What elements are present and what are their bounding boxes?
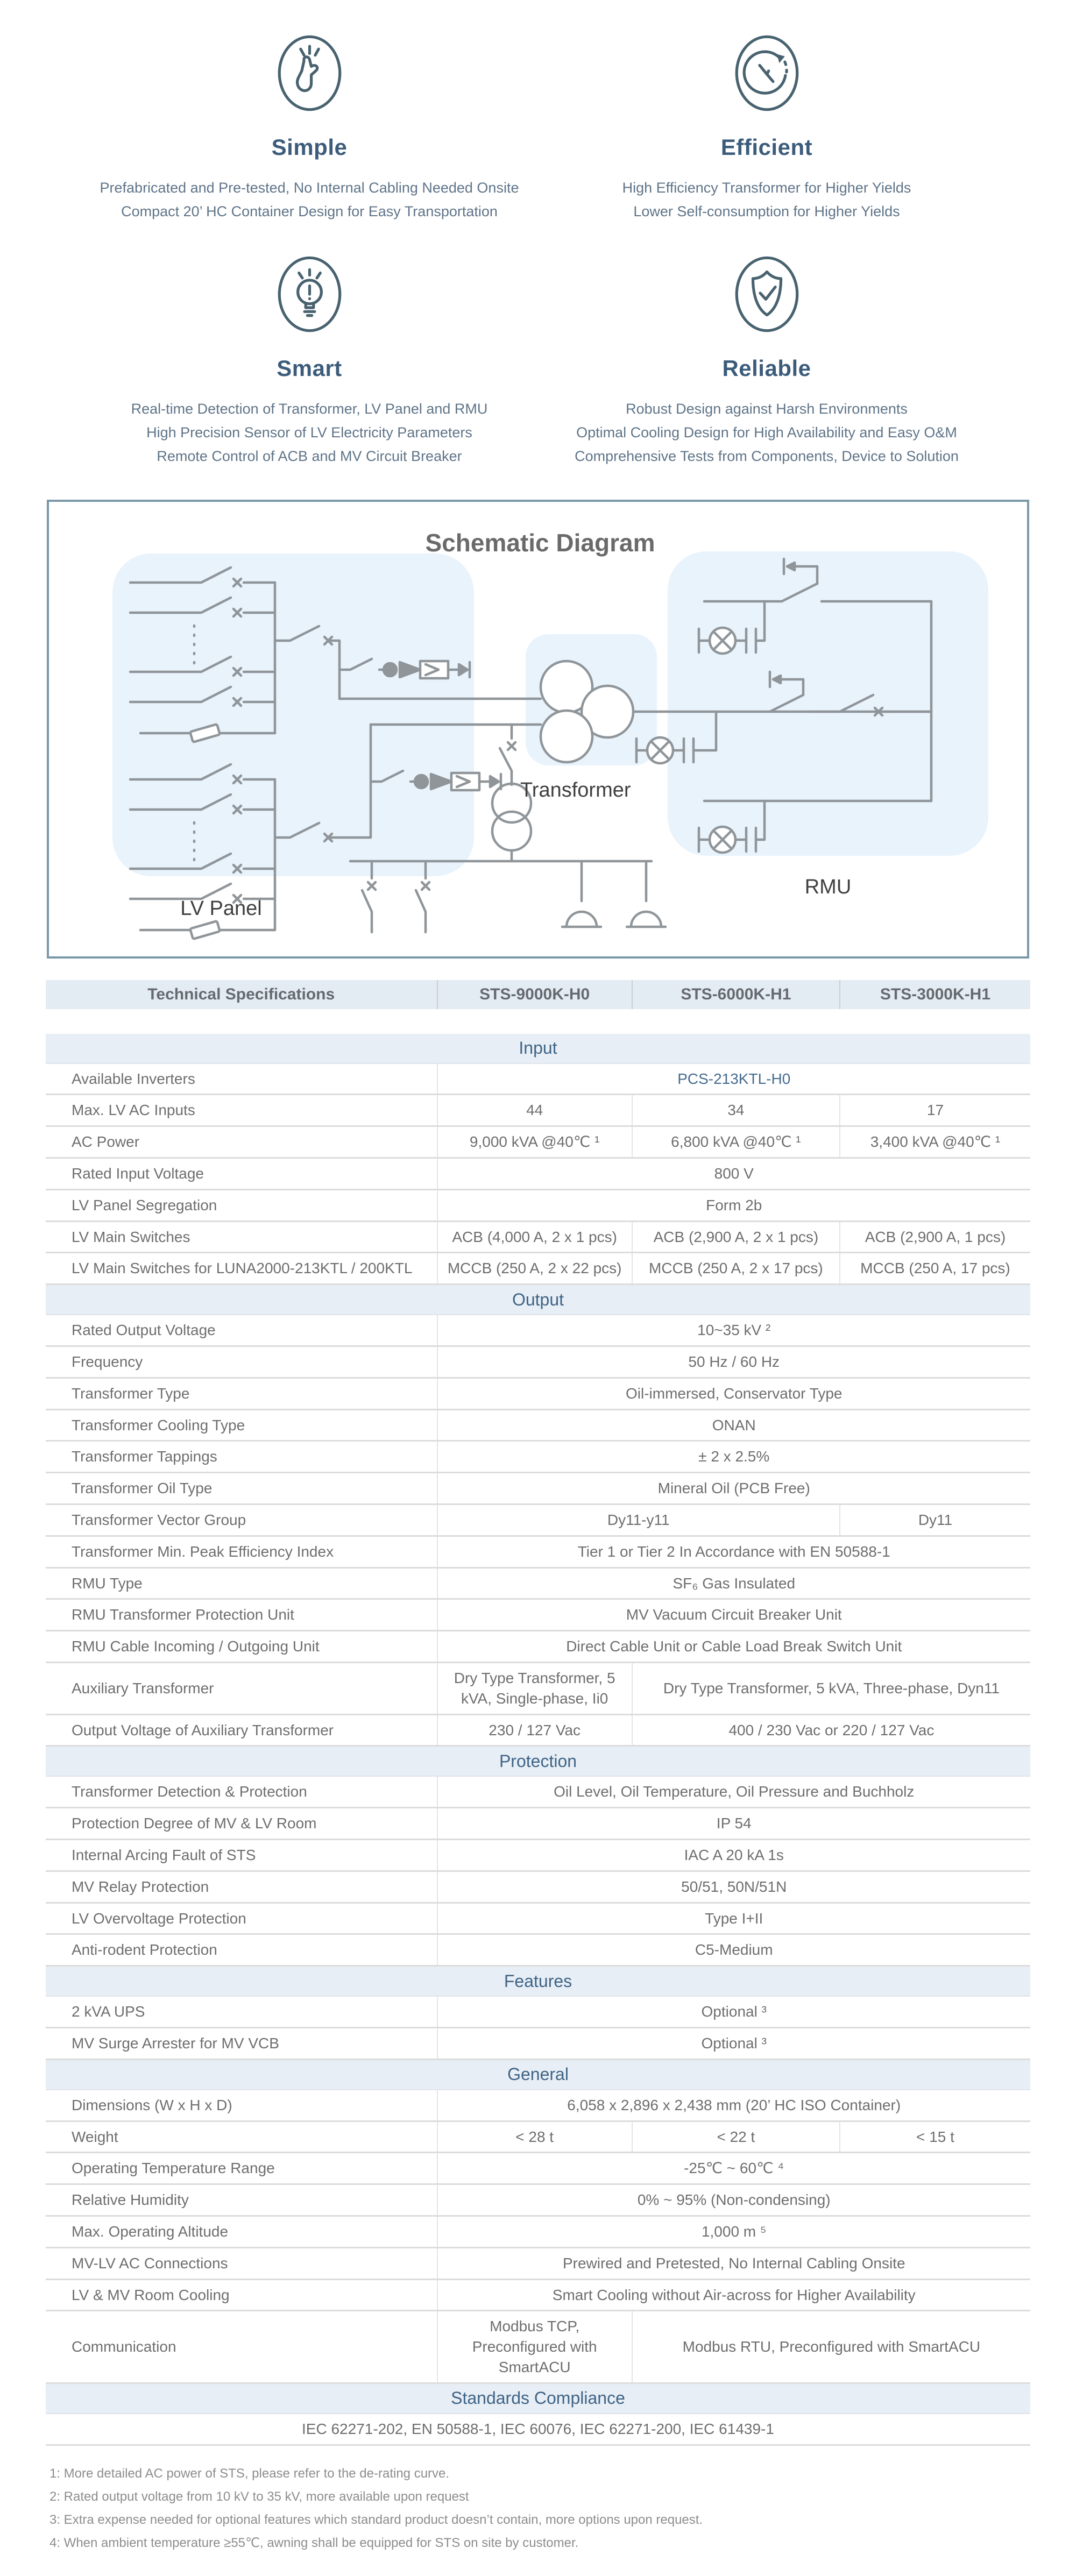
table-row — [46, 1904, 1030, 1935]
spec-value: Modbus RTU, Preconfigured with SmartACU — [632, 2311, 1030, 2382]
table-row — [46, 1222, 1030, 1254]
table-row — [46, 2090, 1030, 2122]
lv-panel-highlight — [112, 553, 474, 876]
table-row — [46, 1715, 1030, 1747]
spec-label: Frequency — [72, 1353, 143, 1371]
spec-value: Optional ³ — [437, 1997, 1030, 2027]
footnote: 4: When ambient temperature ≥55℃, awning shall be equipped for STS on site by customer. — [49, 2536, 579, 2551]
table-row — [46, 1442, 1030, 1473]
spec-value: ± 2 x 2.5% — [437, 1442, 1030, 1472]
footnote: 1: More detailed AC power of STS, please refer to the de-rating curve. — [49, 2466, 450, 2481]
spec-value: 10~35 kV ² — [437, 1315, 1030, 1345]
header-sts-9000k-h0: STS-9000K-H0 — [437, 980, 632, 1009]
section-header-features: Features — [46, 1967, 1030, 1997]
feature-title: Smart — [277, 356, 342, 381]
spec-label: Communication — [72, 2338, 176, 2355]
spec-value: IEC 62271-202, EN 50588-1, IEC 60076, IEC 62271-200, IEC 61439-1 — [302, 2420, 774, 2437]
spec-value: 6,058 x 2,896 x 2,438 mm (20’ HC ISO Container) — [437, 2090, 1030, 2120]
spec-value: ACB (2,900 A, 1 pcs) — [839, 1222, 1030, 1252]
spec-value: Prewired and Pretested, No Internal Cabling Onsite — [437, 2248, 1030, 2279]
spec-label: Max. LV AC Inputs — [72, 1102, 195, 1119]
spec-value: 50 Hz / 60 Hz — [437, 1347, 1030, 1377]
spec-value: C5-Medium — [437, 1935, 1030, 1965]
feature-line: Robust Design against Harsh Environments — [626, 401, 908, 417]
spec-value: Dy11-y11 — [437, 1505, 839, 1535]
footnote: 3: Extra expense needed for optional features which standard product doesn’t contain, more options upon request. — [49, 2512, 703, 2527]
spec-label: RMU Cable Incoming / Outgoing Unit — [72, 1638, 320, 1655]
table-row — [46, 1473, 1030, 1505]
feature-title: Simple — [271, 134, 348, 160]
spec-value: ACB (4,000 A, 2 x 1 pcs) — [437, 1222, 632, 1252]
spec-value: Mineral Oil (PCB Free) — [437, 1473, 1030, 1503]
footnotes — [49, 2462, 1030, 2576]
feature-line: Compact 20’ HC Container Design for Easy Transportation — [121, 203, 498, 219]
spec-value: IP 54 — [437, 1808, 1030, 1839]
spec-label: Transformer Detection & Protection — [72, 1783, 307, 1800]
feature-title: Efficient — [720, 134, 813, 160]
table-gap — [46, 1009, 1030, 1034]
table-row — [46, 1159, 1030, 1190]
spec-label: AC Power — [72, 1133, 140, 1151]
feature-smart — [81, 254, 538, 468]
spec-label: 2 kVA UPS — [72, 2003, 145, 2020]
feature-line: Comprehensive Tests from Components, Device to Solution — [575, 448, 959, 464]
table-row — [46, 2248, 1030, 2280]
spec-value: 800 V — [437, 1159, 1030, 1189]
spec-label: MV Relay Protection — [72, 1878, 209, 1895]
spec-value: 1,000 m ⁵ — [437, 2217, 1030, 2247]
spec-value: MV Vacuum Circuit Breaker Unit — [437, 1600, 1030, 1630]
feature-line: High Precision Sensor of LV Electricity Parameters — [146, 424, 472, 441]
table-row — [46, 2217, 1030, 2248]
header-sts-6000k-h1: STS-6000K-H1 — [632, 980, 839, 1009]
section-header-standards-compliance: Standards Compliance — [46, 2384, 1030, 2414]
spec-label: Transformer Min. Peak Efficiency Index — [72, 1543, 334, 1560]
spec-value: SF₆ Gas Insulated — [437, 1569, 1030, 1599]
spec-value: Oil-immersed, Conservator Type — [437, 1379, 1030, 1409]
feature-reliable — [538, 254, 995, 468]
transformer-label: Transformer — [520, 778, 631, 801]
spec-value: ONAN — [437, 1410, 1030, 1440]
feature-simple — [81, 33, 538, 223]
clock-cycle-icon — [538, 33, 995, 119]
table-row — [46, 1600, 1030, 1631]
spec-value: < 22 t — [632, 2122, 839, 2152]
spec-table — [46, 980, 1030, 2446]
spec-label: LV Panel Segregation — [72, 1196, 217, 1214]
spec-value: Dry Type Transformer, 5 kVA, Single-phase, Ii0 — [437, 1663, 632, 1714]
spec-label: Rated Output Voltage — [72, 1322, 216, 1339]
spec-label: LV Main Switches — [72, 1228, 190, 1245]
spec-value: 9,000 kVA @40℃ ¹ — [437, 1127, 632, 1157]
spec-value: 17 — [839, 1095, 1030, 1125]
spec-label: Available Inverters — [72, 1070, 195, 1087]
spec-label: Relative Humidity — [72, 2191, 189, 2209]
table-row — [46, 2028, 1030, 2060]
feature-line: Real-time Detection of Transformer, LV Panel and RMU — [131, 401, 488, 417]
rmu-label: RMU — [804, 875, 852, 898]
spec-value: 230 / 127 Vac — [437, 1715, 632, 1745]
table-row — [46, 2185, 1030, 2217]
spec-label: MV Surge Arrester for MV VCB — [72, 2034, 279, 2052]
table-row — [46, 1505, 1030, 1537]
table-row — [46, 2153, 1030, 2185]
feature-line: Lower Self-consumption for Higher Yields — [633, 203, 900, 219]
spec-label: Rated Input Voltage — [72, 1165, 204, 1182]
table-row — [46, 1095, 1030, 1127]
table-row — [46, 1808, 1030, 1840]
spec-label: LV Main Switches for LUNA2000-213KTL / 200KTL — [72, 1260, 413, 1277]
spec-label: Internal Arcing Fault of STS — [72, 1847, 256, 1863]
spec-label: MV-LV AC Connections — [72, 2254, 228, 2272]
table-row — [46, 1663, 1030, 1715]
spec-value: 50/51, 50N/51N — [437, 1872, 1030, 1902]
snap-finger-icon — [81, 33, 538, 119]
spec-value: Type I+II — [437, 1904, 1030, 1934]
table-row — [46, 2122, 1030, 2154]
spec-value: Optional ³ — [437, 2028, 1030, 2059]
spec-value: Dry Type Transformer, 5 kVA, Three-phase, Dyn11 — [632, 1663, 1030, 1714]
section-header-output: Output — [46, 1285, 1030, 1315]
spec-value: 400 / 230 Vac or 220 / 127 Vac — [632, 1715, 1030, 1745]
shield-check-icon — [538, 254, 995, 340]
schematic-title: Schematic Diagram — [425, 528, 655, 557]
spec-label: Anti-rodent Protection — [72, 1941, 217, 1958]
feature-efficient — [538, 33, 995, 223]
spec-value: < 15 t — [839, 2122, 1030, 2152]
spec-value: IAC A 20 kA 1s — [437, 1840, 1030, 1870]
table-row — [46, 1064, 1030, 1096]
lv-panel-label: LV Panel — [180, 897, 262, 920]
table-row — [46, 1872, 1030, 1904]
feature-line: Remote Control of ACB and MV Circuit Breaker — [157, 448, 462, 464]
table-row — [46, 1190, 1030, 1222]
spec-value: Smart Cooling without Air-across for Higher Availability — [437, 2280, 1030, 2310]
schematic-svg — [49, 502, 1031, 956]
feature-line: Optimal Cooling Design for High Availability and Easy O&M — [576, 424, 957, 441]
spec-value: Dy11 — [839, 1505, 1030, 1535]
features-section — [0, 0, 1076, 469]
section-header-protection: Protection — [46, 1747, 1030, 1777]
spec-value: Oil Level, Oil Temperature, Oil Pressure and Buchholz — [437, 1777, 1030, 1807]
table-row — [46, 1777, 1030, 1808]
table-row — [46, 1569, 1030, 1600]
table-row — [46, 1410, 1030, 1442]
spec-value: PCS-213KTL-H0 — [437, 1064, 1030, 1094]
section-header-general: General — [46, 2060, 1030, 2090]
spec-label: Transformer Tappings — [72, 1448, 217, 1465]
spec-label: Protection Degree of MV & LV Room — [72, 1815, 317, 1832]
schematic-diagram — [47, 500, 1029, 959]
spec-value: Form 2b — [437, 1190, 1030, 1220]
spec-value: MCCB (250 A, 2 x 22 pcs) — [437, 1253, 632, 1283]
spec-value: Modbus TCP, Preconfigured with SmartACU — [437, 2311, 632, 2382]
feature-title: Reliable — [722, 356, 811, 381]
spec-label: Auxiliary Transformer — [72, 1679, 214, 1697]
section-header-input: Input — [46, 1034, 1030, 1064]
spec-label: LV & MV Room Cooling — [72, 2286, 230, 2303]
spec-value: 3,400 kVA @40℃ ¹ — [839, 1127, 1030, 1157]
spec-label: Max. Operating Altitude — [72, 2223, 229, 2240]
spec-label: RMU Transformer Protection Unit — [72, 1606, 294, 1623]
spec-label: Transformer Vector Group — [72, 1511, 246, 1529]
spec-label: Transformer Cooling Type — [72, 1416, 245, 1434]
table-row — [46, 1935, 1030, 1967]
spec-table-header — [46, 980, 1030, 1009]
spec-table-sections — [46, 1034, 1030, 2446]
table-row — [46, 1537, 1030, 1569]
table-row — [46, 1840, 1030, 1872]
spec-value: 44 — [437, 1095, 632, 1125]
table-row — [46, 1997, 1030, 2028]
spec-label: Transformer Type — [72, 1385, 190, 1402]
table-row — [46, 1253, 1030, 1285]
spec-value: -25℃ ~ 60℃ ⁴ — [437, 2153, 1030, 2183]
spec-label: Dimensions (W x H x D) — [72, 2096, 232, 2113]
lightbulb-icon — [81, 254, 538, 340]
table-row — [46, 1315, 1030, 1347]
spec-label: LV Overvoltage Protection — [72, 1910, 246, 1927]
table-row — [46, 2414, 1030, 2446]
spec-value: ACB (2,900 A, 2 x 1 pcs) — [632, 1222, 839, 1252]
spec-value: MCCB (250 A, 17 pcs) — [839, 1253, 1030, 1283]
spec-value: 0% ~ 95% (Non-condensing) — [437, 2185, 1030, 2215]
spec-value: Tier 1 or Tier 2 In Accordance with EN 50588-1 — [437, 1537, 1030, 1567]
spec-label: RMU Type — [72, 1574, 143, 1592]
spec-label: Transformer Oil Type — [72, 1480, 213, 1497]
table-row — [46, 1127, 1030, 1159]
table-row — [46, 1379, 1030, 1410]
spec-value: < 28 t — [437, 2122, 632, 2152]
table-row — [46, 2280, 1030, 2312]
header-sts-3000k-h1: STS-3000K-H1 — [839, 980, 1030, 1009]
table-row — [46, 2311, 1030, 2383]
spec-value: 6,800 kVA @40℃ ¹ — [632, 1127, 839, 1157]
table-row — [46, 1631, 1030, 1663]
header-technical-specifications: Technical Specifications — [147, 985, 335, 1003]
rmu-highlight — [668, 551, 988, 856]
footnote: 2: Rated output voltage from 10 kV to 35 kV, more available upon request — [49, 2489, 469, 2504]
feature-line: Prefabricated and Pre-tested, No Internal Cabling Needed Onsite — [100, 180, 519, 196]
spec-label: Output Voltage of Auxiliary Transformer — [72, 1721, 334, 1738]
spec-value: Direct Cable Unit or Cable Load Break Switch Unit — [437, 1631, 1030, 1662]
spec-value: 34 — [632, 1095, 839, 1125]
spec-value: MCCB (250 A, 2 x 17 pcs) — [632, 1253, 839, 1283]
spec-label: Weight — [72, 2128, 118, 2145]
spec-label: Operating Temperature Range — [72, 2160, 275, 2177]
table-row — [46, 1347, 1030, 1379]
feature-line: High Efficiency Transformer for Higher Yields — [622, 180, 911, 196]
